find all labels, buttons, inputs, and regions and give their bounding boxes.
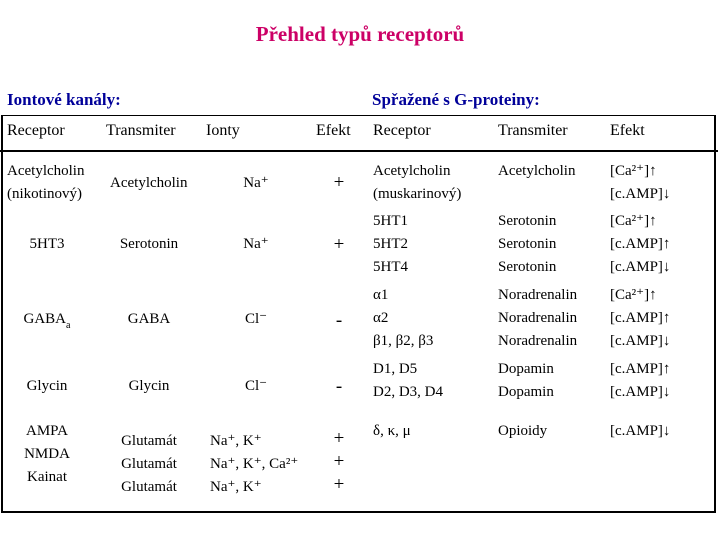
g-row-2-transmiter: Serotonin Serotonin Serotonin [498,213,557,275]
header-transmiter: Transmiter [106,122,176,139]
ion-row-1-transmiter: Acetylcholin [110,175,188,191]
header-receptor: Receptor [7,122,65,139]
ion-row-4-receptor: Glycin [26,378,68,394]
ion-row-3-effect: - [335,310,343,331]
ion-row-3-transmiter: GABA [127,311,171,327]
ion-row-4-effect: - [335,376,343,397]
ion-row-5-effect: + + + [333,428,345,495]
header-efekt: Efekt [316,122,351,139]
g-row-5-receptor: δ, κ, μ [373,423,411,439]
g-row-1-transmiter: Acetylcholin [498,163,576,179]
g-row-1-receptor: Acetylcholin (muskarinový) [373,163,462,202]
ion-row-1-effect: + [333,172,345,193]
header-g-transmiter: Transmiter [498,122,568,139]
ion-row-5-receptor: AMPA NMDA Kainat [24,423,70,485]
g-row-3-receptor: α1 α2 β1, β2, β3 [373,287,434,349]
ion-row-4-transmiter: Glycin [128,378,170,394]
g-row-2-receptor: 5HT1 5HT2 5HT4 [373,213,408,275]
ion-row-5-ions: Na⁺, K⁺ Na⁺, K⁺, Ca²⁺ Na⁺, K⁺ [210,433,299,495]
ion-row-2-ions: Na⁺ [243,236,269,252]
g-row-3-transmiter: Noradrenalin Noradrenalin Noradrenalin [498,287,578,349]
header-g-receptor: Receptor [373,122,431,139]
g-row-4-effect: [c.AMP]↑ [c.AMP]↓ [610,361,671,400]
ion-row-1-ions: Na⁺ [243,175,269,191]
g-row-3-effect: [Ca²⁺]↑ [c.AMP]↑ [c.AMP]↓ [610,287,671,349]
g-row-1-effect: [Ca²⁺]↑ [c.AMP]↓ [610,163,671,202]
g-row-5-effect: [c.AMP]↓ [610,423,671,439]
ion-row-3-ions: Cl⁻ [244,311,268,327]
section-g-protein: Spřažené s G-proteiny: [372,90,540,109]
ion-row-2-transmiter: Serotonin [119,236,179,252]
ion-row-4-ions: Cl⁻ [244,378,268,394]
page-title: Přehled typů receptorů [255,22,465,46]
ion-row-2-effect: + [333,234,345,255]
ion-row-1-receptor: Acetylcholin (nikotinový) [7,163,85,202]
g-row-2-effect: [Ca²⁺]↑ [c.AMP]↑ [c.AMP]↓ [610,213,671,275]
g-row-5-transmiter: Opioidy [498,423,548,439]
g-row-4-receptor: D1, D5 D2, D3, D4 [373,361,443,400]
header-g-efekt: Efekt [610,122,645,139]
ion-row-5-transmiter: Glutamát Glutamát Glutamát [121,433,177,495]
g-row-4-transmiter: Dopamin Dopamin [498,361,554,400]
section-ion-channels: Iontové kanály: [7,90,121,109]
ion-row-2-receptor: 5HT3 [29,236,65,252]
ion-row-3-receptor: $GABA_a$ [23,311,71,331]
header-ionty: Ionty [206,122,240,139]
